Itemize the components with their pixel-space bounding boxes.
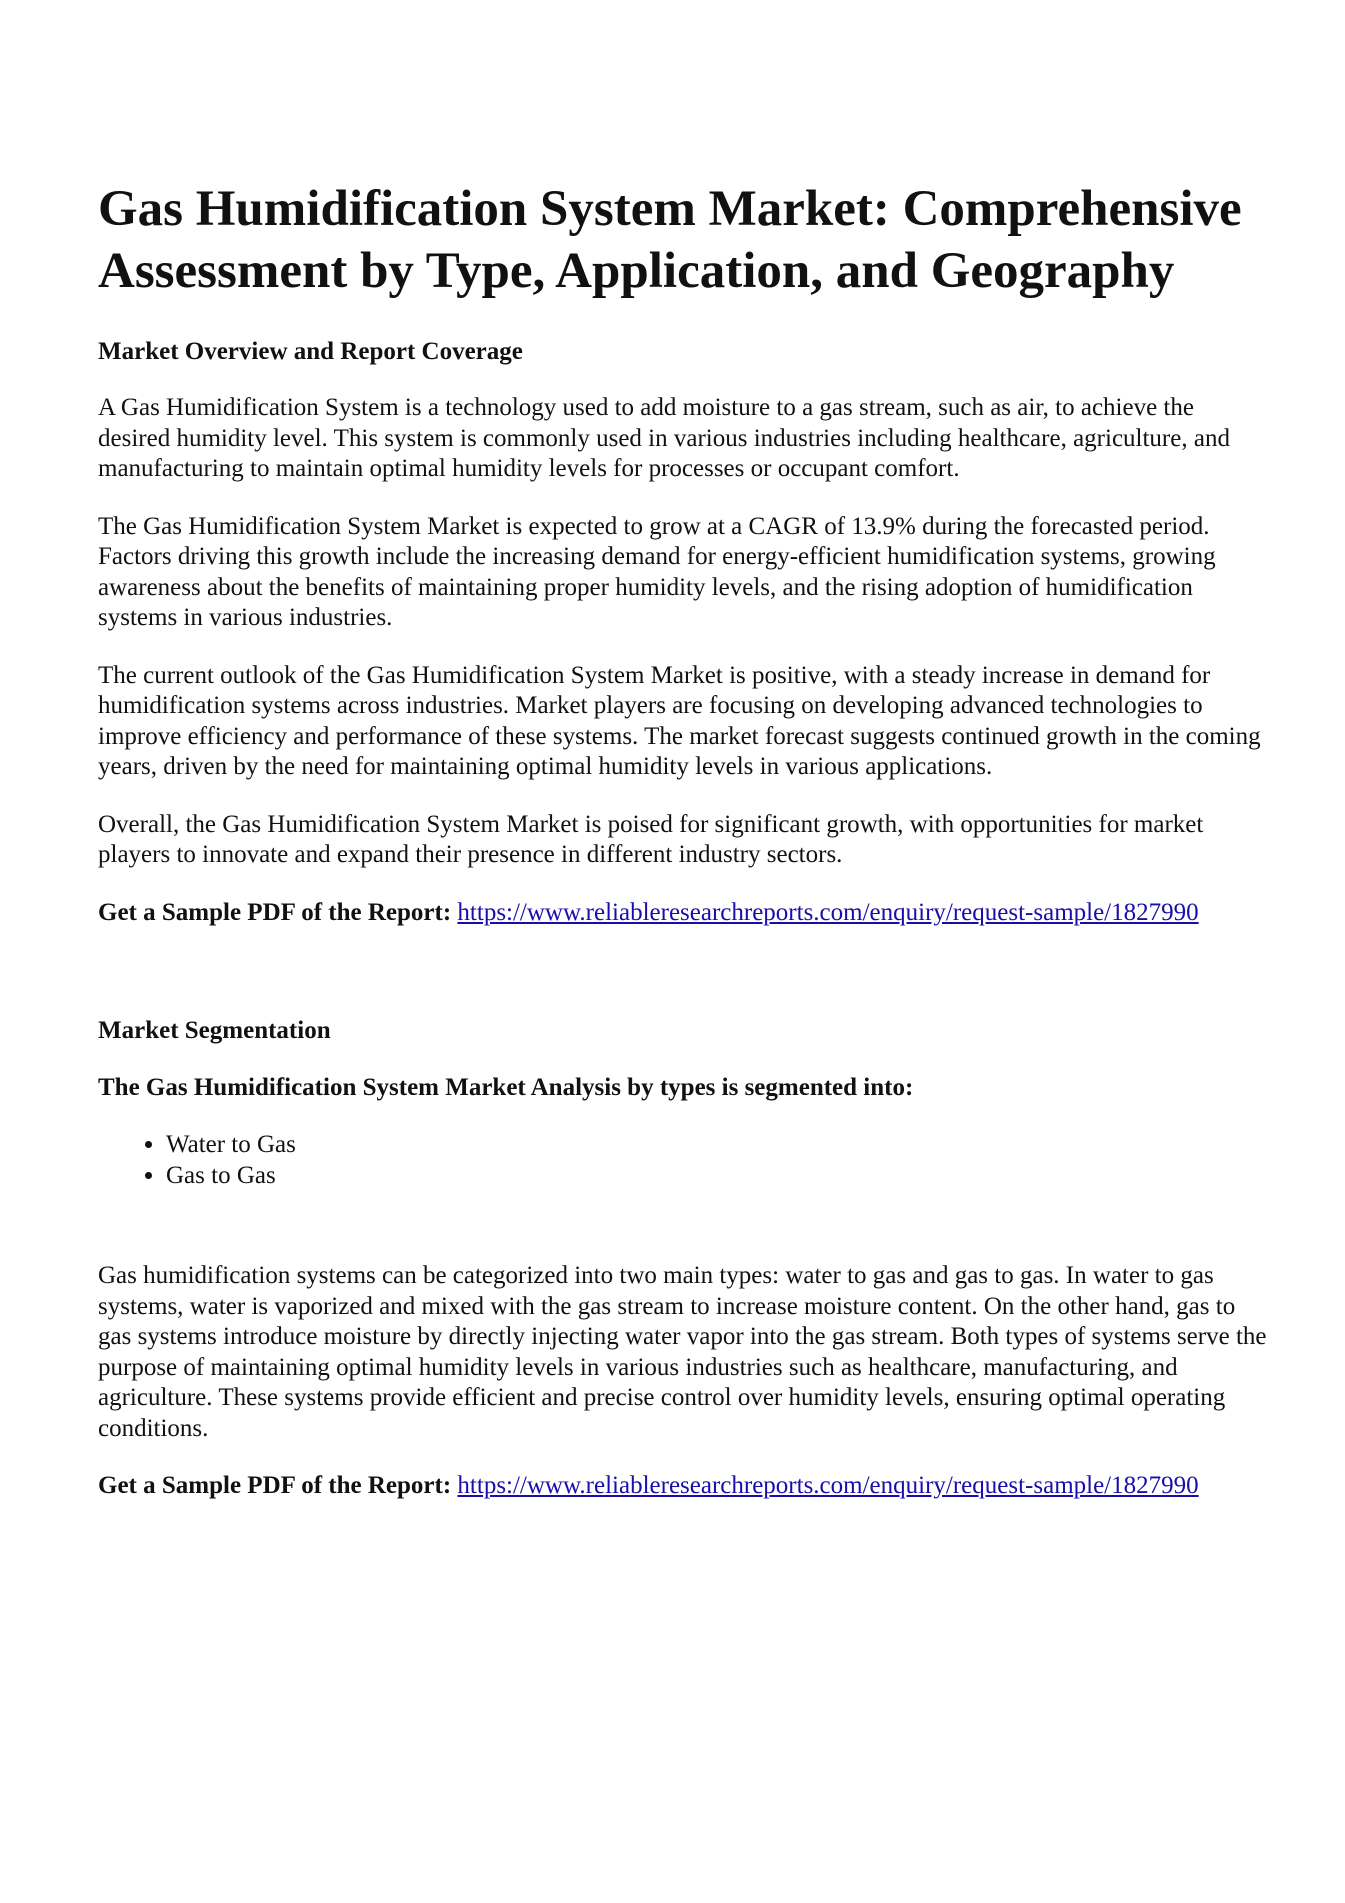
list-item: • Water to Gas xyxy=(166,1129,1268,1160)
types-heading: The Gas Humidification System Market Analysis by types is segmented into: xyxy=(98,1074,914,1101)
overview-paragraph-3: The current outlook of the Gas Humidification System Market is positive, with a steady increase in demand for humidification systems across industries. Market players are focusing on developing advanced technologies to improve efficiency and performance of these systems. The market forecast suggests continued growth in the coming years, driven by the need for maintaining optimal humidity levels in various applications. xyxy=(98,661,1261,780)
overview-heading: Market Overview and Report Coverage xyxy=(98,338,523,365)
sample-pdf-label: Get a Sample PDF of the Report: xyxy=(98,898,452,926)
page-title: Gas Humidification System Market: Comprehensive Assessment by Type, Application, and Geography xyxy=(98,181,1242,299)
overview-paragraph-4: Overall, the Gas Humidification System Market is poised for significant growth, with opportunities for market players to innovate and expand their presence in different industry sectors. xyxy=(98,810,1204,868)
document-page xyxy=(98,178,1268,1529)
overview-paragraph-2: The Gas Humidification System Market is expected to grow at a CAGR of 13.9% during the forecasted period. Factors driving this growth include the increasing demand for energy-efficient humidification systems, growing awareness about the benefits of maintaining proper humidity levels, and the rising adoption of humidification systems in various industries. xyxy=(98,512,1216,631)
sample-pdf-line-2 xyxy=(98,1471,1268,1502)
sample-pdf-link[interactable]: https://www.reliableresearchreports.com/enquiry/request-sample/1827990 xyxy=(457,1472,1199,1499)
sample-pdf-label: Get a Sample PDF of the Report: xyxy=(98,1472,452,1499)
sample-pdf-link[interactable]: https://www.reliableresearchreports.com/enquiry/request-sample/1827990 xyxy=(457,898,1199,926)
section-spacer xyxy=(98,955,1268,1015)
segmentation-paragraph: Gas humidification systems can be categorized into two main types: water to gas and gas to gas. In water to gas systems, water is vaporized and mixed with the gas stream to increase moisture content. On the other hand, gas to gas systems introduce moisture by directly injecting water vapor into the gas stream. Both types of systems serve the purpose of maintaining optimal humidity levels in various industries such as healthcare, manufacturing, and agriculture. These systems provide efficient and precise control over humidity levels, ensuring optimal operating conditions. xyxy=(98,1262,1267,1442)
segmentation-heading: Market Segmentation xyxy=(98,1017,331,1044)
overview-paragraph-1: A Gas Humidification System is a technology used to add moisture to a gas stream, such as air, to achieve the desired humidity level. This system is commonly used in various industries including healthcare, agriculture, and manufacturing to maintain optimal humidity levels for processes or occupant comfort. xyxy=(98,394,1230,482)
types-list xyxy=(98,1129,1268,1191)
section-spacer xyxy=(98,1191,1268,1261)
list-item: • Gas to Gas xyxy=(166,1160,1268,1191)
sample-pdf-line-1 xyxy=(98,898,1268,929)
